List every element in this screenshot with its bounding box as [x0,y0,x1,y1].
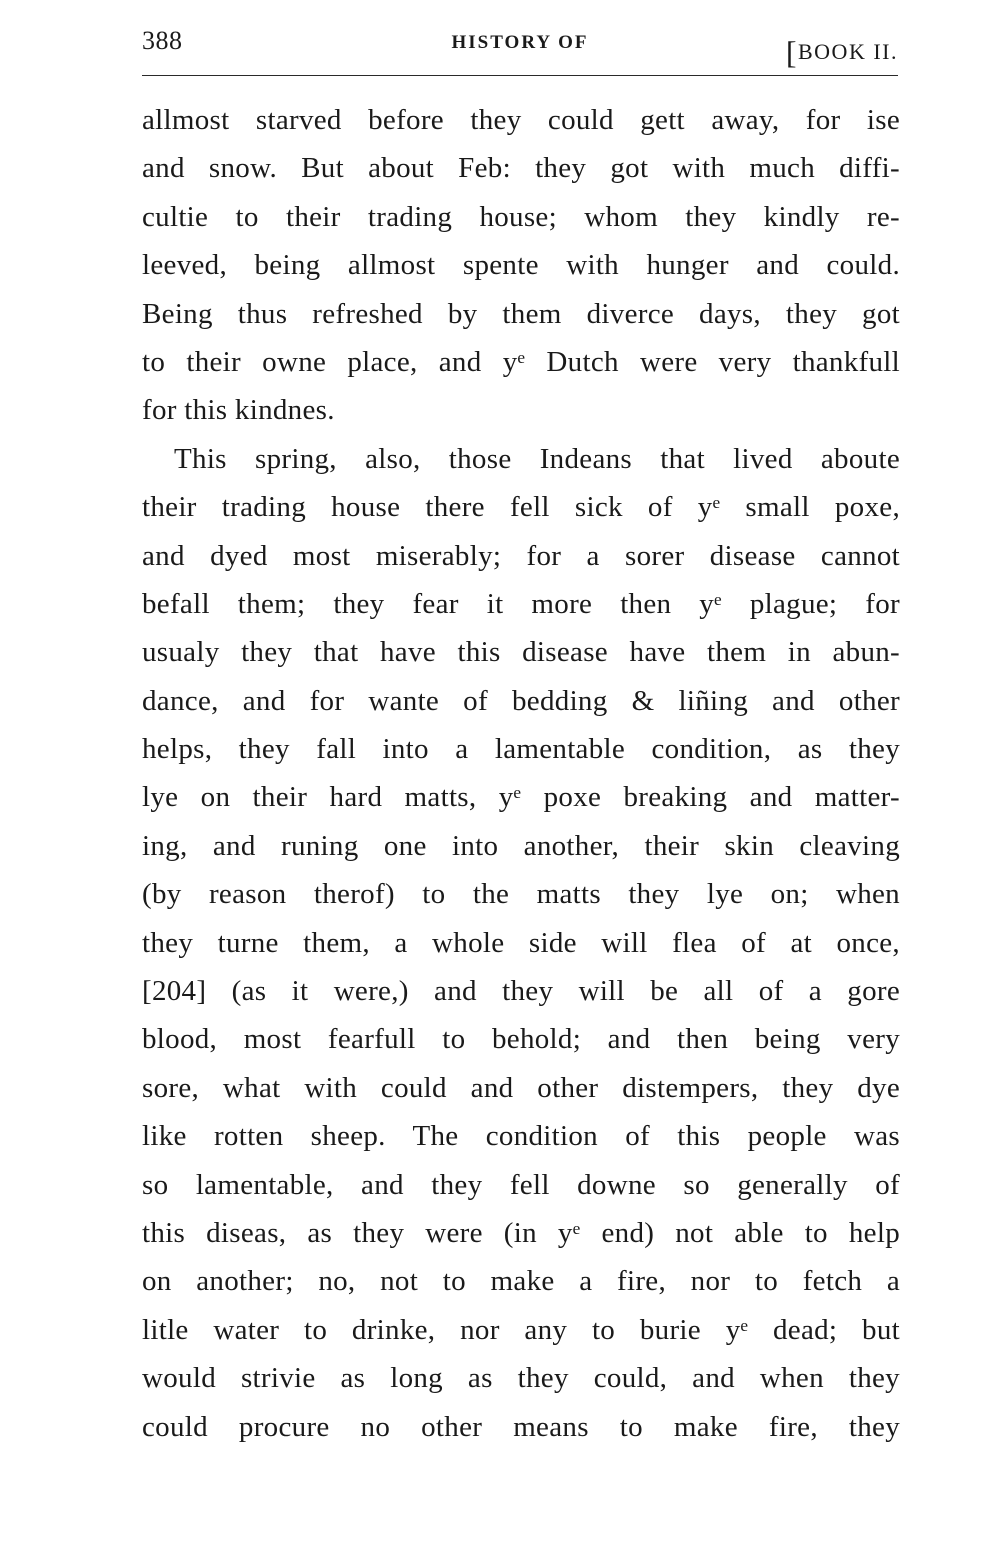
text-line: they turne them, a whole side will flea of at once, [142,926,900,959]
book-label [785,30,898,70]
text-line: cultie to their trading house; whom they kindly re- [142,200,900,233]
header-rule [142,75,898,76]
page-header [142,22,898,70]
text-line: and dyed most miserably; for a sorer disease cannot [142,539,900,572]
text-line: on another; no, not to make a fire, nor to fetch a [142,1265,900,1298]
text-line: lye on their hard matts, yᵉ poxe breaking and matter- [142,781,900,814]
text-line: allmost starved before they could gett away, for ise [142,104,900,136]
text-line: Being thus refreshed by them diverce days, they got [142,297,900,330]
book-label-text: BOOK II. [798,39,898,64]
text-line: dance, and for wante of bedding & liñing and other [142,684,900,717]
text-line: sore, what with could and other distempers, they dye [142,1071,900,1104]
text-line: so lamentable, and they fell downe so generally of [142,1168,900,1201]
text-line: helps, they fall into a lamentable condition, as they [142,733,900,766]
running-title: HISTORY OF [451,32,589,53]
text-line: for this kindnes. [142,394,335,427]
text-line: this diseas, as they were (in yᵉ end) not able to help [142,1216,900,1249]
text-line: ing, and runing one into another, their skin cleaving [142,829,900,862]
text-line: and snow. But about Feb: they got with much diffi- [142,152,900,185]
body-text [142,96,900,1451]
text-line: usualy they that have this disease have them in abun- [142,636,900,669]
text-line: their trading house there fell sick of yᵉ small poxe, [142,491,900,524]
text-line: litle water to drinke, nor any to burie yᵉ dead; but [142,1313,900,1346]
text-line: [204] (as it were,) and they will be all of a gore [142,975,900,1008]
page-number: 388 [142,26,183,55]
text-line: to their owne place, and yᵉ Dutch were very thankfull [142,345,900,378]
text-line: This spring, also, those Indeans that lived aboute [174,442,900,475]
text-line: could procure no other means to make fire, they [142,1410,900,1443]
text-line: befall them; they fear it more then yᵉ plague; for [142,587,900,620]
book-label-bracket: [ [785,34,798,70]
text-line: would strivie as long as they could, and when they [142,1362,900,1395]
text-line: blood, most fearfull to behold; and then being very [142,1023,900,1056]
text-line: leeved, being allmost spente with hunger and could. [142,249,900,282]
text-line: (by reason therof) to the matts they lye on; when [142,878,900,911]
text-line: like rotten sheep. The condition of this people was [142,1120,900,1153]
